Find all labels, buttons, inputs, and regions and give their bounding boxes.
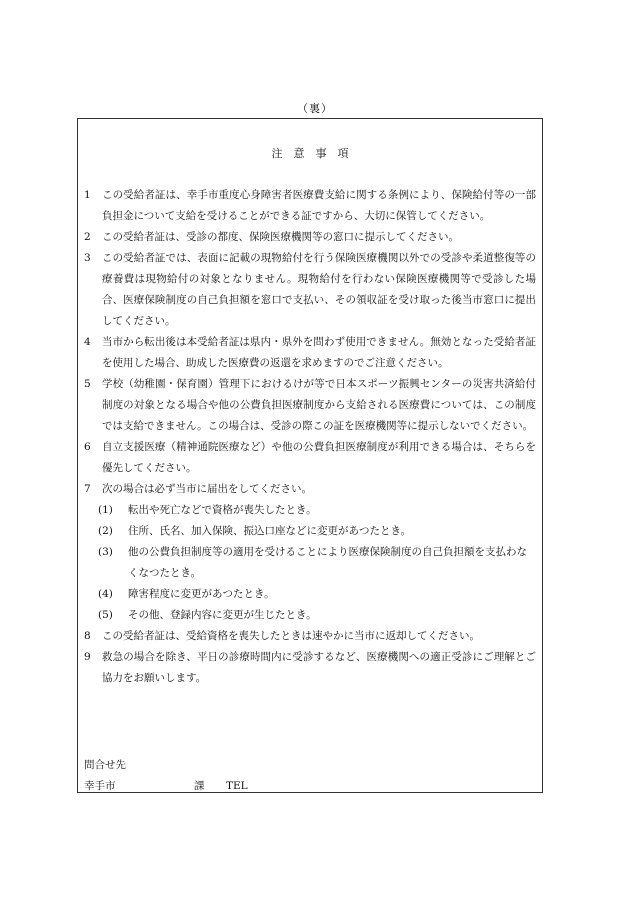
- item-text: 次の場合は必ず当市に届出をしてください。: [102, 483, 312, 495]
- contact-heading: 問合せ先: [84, 759, 126, 771]
- item-number: 2: [84, 231, 91, 243]
- notice-item: [84, 479, 536, 500]
- sub-item-text: 住所、氏名、加入保険、振込口座などに変更があつたとき。: [128, 525, 412, 537]
- item-text: この受給者証は、受診の都度、保険医療機関等の窓口に提示してください。: [102, 231, 459, 243]
- sub-item-text: 転出や死亡などで資格が喪失したとき。: [128, 504, 317, 516]
- sub-item-number: (5): [98, 609, 113, 621]
- sub-list: [84, 500, 536, 626]
- sub-item-number: (3): [98, 546, 113, 558]
- item-text: 救急の場合を除き、平日の診療時間内に受診するなど、医療機関への適正受診にご理解とご協力をお願いします。: [102, 651, 536, 684]
- contact-city: 幸手市: [84, 780, 116, 792]
- sub-item-text: その他、登録内容に変更が生じたとき。: [128, 609, 317, 621]
- notice-title: 注 意 事 項: [271, 147, 349, 160]
- sub-item-number: (4): [98, 588, 113, 600]
- sub-item-text: 障害程度に変更があつたとき。: [128, 588, 275, 600]
- sub-item: [84, 542, 536, 584]
- item-text: この受給者証では、表面に記載の現物給付を行う保険医療機関以外での受診や柔道整復等の療養費は現物給付の対象となりません。現物給付を行わない保険医療機関等で受診した場合、医療保険制度の自己負担額を窓口で支払い、その領収証を受け取った後当市窓口に提出してください。: [102, 252, 536, 327]
- contact-dept: 課: [194, 780, 205, 792]
- item-text: 当市から転出後は本受給者証は県内・県外を問わず使用できません。無効となった受給者証を使用した場合、助成した医療費の返還を求めますのでご注意ください。: [102, 336, 536, 369]
- item-number: 7: [84, 483, 91, 495]
- item-number: 1: [84, 189, 91, 201]
- sub-item-number: (1): [98, 504, 113, 516]
- item-number: 4: [84, 336, 91, 348]
- notice-item: [84, 437, 536, 479]
- sub-item: [84, 521, 536, 542]
- item-number: 9: [84, 651, 91, 663]
- contact-row: [84, 776, 248, 797]
- item-number: 8: [84, 630, 91, 642]
- notice-item: [84, 227, 536, 248]
- notice-item: [84, 248, 536, 332]
- notice-list: [84, 185, 536, 689]
- item-number: 6: [84, 441, 91, 453]
- notice-item: [84, 374, 536, 437]
- notice-item: [84, 647, 536, 689]
- notice-item: [84, 332, 536, 374]
- notice-item: [84, 185, 536, 227]
- sub-item: [84, 500, 536, 521]
- item-text: この受給者証は、受給資格を喪失したときは速やかに当市に返却してください。: [102, 630, 480, 642]
- notification-conditions: [84, 500, 536, 626]
- sub-item-number: (2): [98, 525, 113, 537]
- notice-box: [77, 118, 543, 793]
- contact-section: [84, 755, 248, 797]
- notice-item: [84, 626, 536, 647]
- item-number: 3: [84, 252, 91, 264]
- item-text: 学校（幼稚園・保育園）管理下におけるけが等で日本スポーツ振興センターの災害共済給付制度の対象となる場合や他の公費負担医療制度から支給される医療費については、この制度では支給できません。この場合は、受診の際この証を医療機関等に提示しないでください。: [102, 378, 536, 432]
- item-number: 5: [84, 378, 91, 390]
- item-text: この受給者証は、幸手市重度心身障害者医療費支給に関する条例により、保険給付等の一部負担金について支給を受けることができる証ですから、大切に保管してください。: [102, 189, 536, 222]
- contact-tel-label: TEL: [226, 780, 248, 792]
- page-side-label: （裏）: [297, 102, 333, 115]
- item-text: 自立支援医療（精神通院医療など）や他の公費負担医療制度が利用できる場合は、そちらを優先してください。: [102, 441, 536, 474]
- sub-item: [84, 584, 536, 605]
- sub-item-text: 他の公費負担制度等の適用を受けることにより医療保険制度の自己負担額を支払わなくなつたとき。: [128, 546, 527, 579]
- sub-item: [84, 605, 536, 626]
